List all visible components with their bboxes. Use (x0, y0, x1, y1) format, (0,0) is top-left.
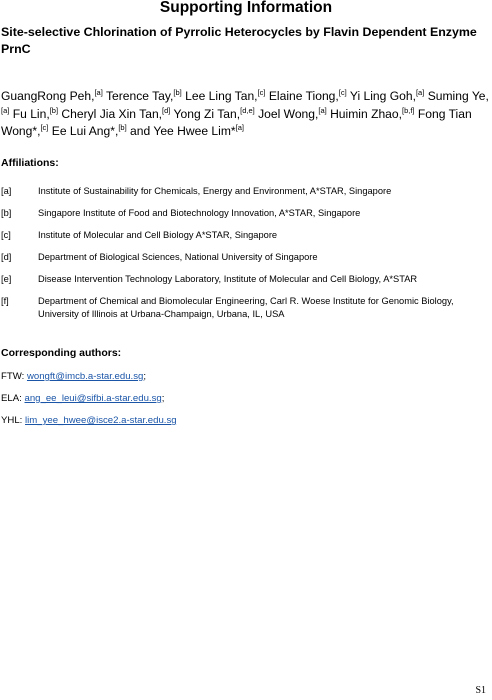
affiliation-text: Institute of Sustainability for Chemicals, Energy and Environment, A*STAR, Singapore (38, 186, 392, 196)
paper-title: Site-selective Chlorination of Pyrrolic Heterocycles by Flavin Dependent Enzyme PrnC (1, 25, 477, 56)
affiliation-key: [f] (1, 296, 9, 306)
affiliation-text: Department of Chemical and Biomolecular Engineering, Carl R. Woese Institute for Genomic Biology, University of Illinois at Urbana-Champaign, Urbana, IL, USA (38, 296, 454, 319)
contact-ftw: FTW: wongft@imcb.a-star.edu.sg; (1, 371, 147, 382)
affiliation-text: Singapore Institute of Food and Biotechnology Innovation, A*STAR, Singapore (38, 208, 361, 218)
affiliation-key: [c] (1, 230, 11, 240)
author-5: Suming Ye,[a] (1, 89, 489, 115)
author-2: Lee Ling Tan,[c] (185, 88, 266, 103)
author-list (1, 88, 489, 141)
affiliation-text: Disease Intervention Technology Laboratory, Institute of Molecular and Cell Biology, A*STAR (38, 274, 418, 284)
affiliations-heading: Affiliations: (1, 157, 59, 169)
contact-label: ELA: (1, 393, 22, 404)
affiliation-text: Department of Biological Sciences, National University of Singapore (38, 252, 318, 262)
corresponding-authors-heading: Corresponding authors: (1, 347, 122, 359)
author-11: Fong Tian Wong*,[c] (1, 106, 472, 138)
author-6: Fu Lin,[b] (12, 105, 59, 121)
author-0: GuangRong Peh,[a] (1, 88, 103, 103)
author-8: Yong Zi Tan,[d,e] (173, 105, 255, 121)
email-link[interactable]: ang_ee_leui@sifbi.a-star.edu.sg (24, 393, 162, 404)
email-link[interactable]: lim_yee_hwee@isce2.a-star.edu.sg (25, 415, 177, 426)
author-1: Terence Tay,[b] (105, 88, 182, 103)
contact-ela: ELA: ang_ee_leui@sifbi.a-star.edu.sg; (1, 393, 165, 404)
page-number: S1 (475, 685, 486, 696)
document-header-title: Supporting Information (159, 0, 333, 16)
author-13: and Yee Hwee Lim*[a] (130, 123, 244, 138)
author-7: Cheryl Jia Xin Tan,[d] (61, 105, 171, 121)
affiliation-key: [b] (1, 208, 12, 218)
author-10: Huimin Zhao,[b,f] (330, 105, 415, 121)
contact-label: YHL: (1, 415, 23, 426)
email-link[interactable]: wongft@imcb.a-star.edu.sg (26, 371, 144, 382)
affiliation-key: [d] (1, 252, 12, 262)
author-9: Joel Wong,[a] (258, 105, 327, 121)
contact-yhl (1, 415, 177, 427)
author-3: Elaine Tiong,[c] (268, 88, 347, 103)
contact-label: FTW: (1, 371, 25, 382)
author-12: Ee Lui Ang*,[b] (51, 123, 127, 138)
affiliation-text: Institute of Molecular and Cell Biology A*STAR, Singapore (38, 230, 278, 240)
affiliation-key: [e] (1, 274, 12, 284)
author-4: Yi Ling Goh,[a] (349, 88, 425, 103)
affiliation-key: [a] (1, 186, 12, 196)
